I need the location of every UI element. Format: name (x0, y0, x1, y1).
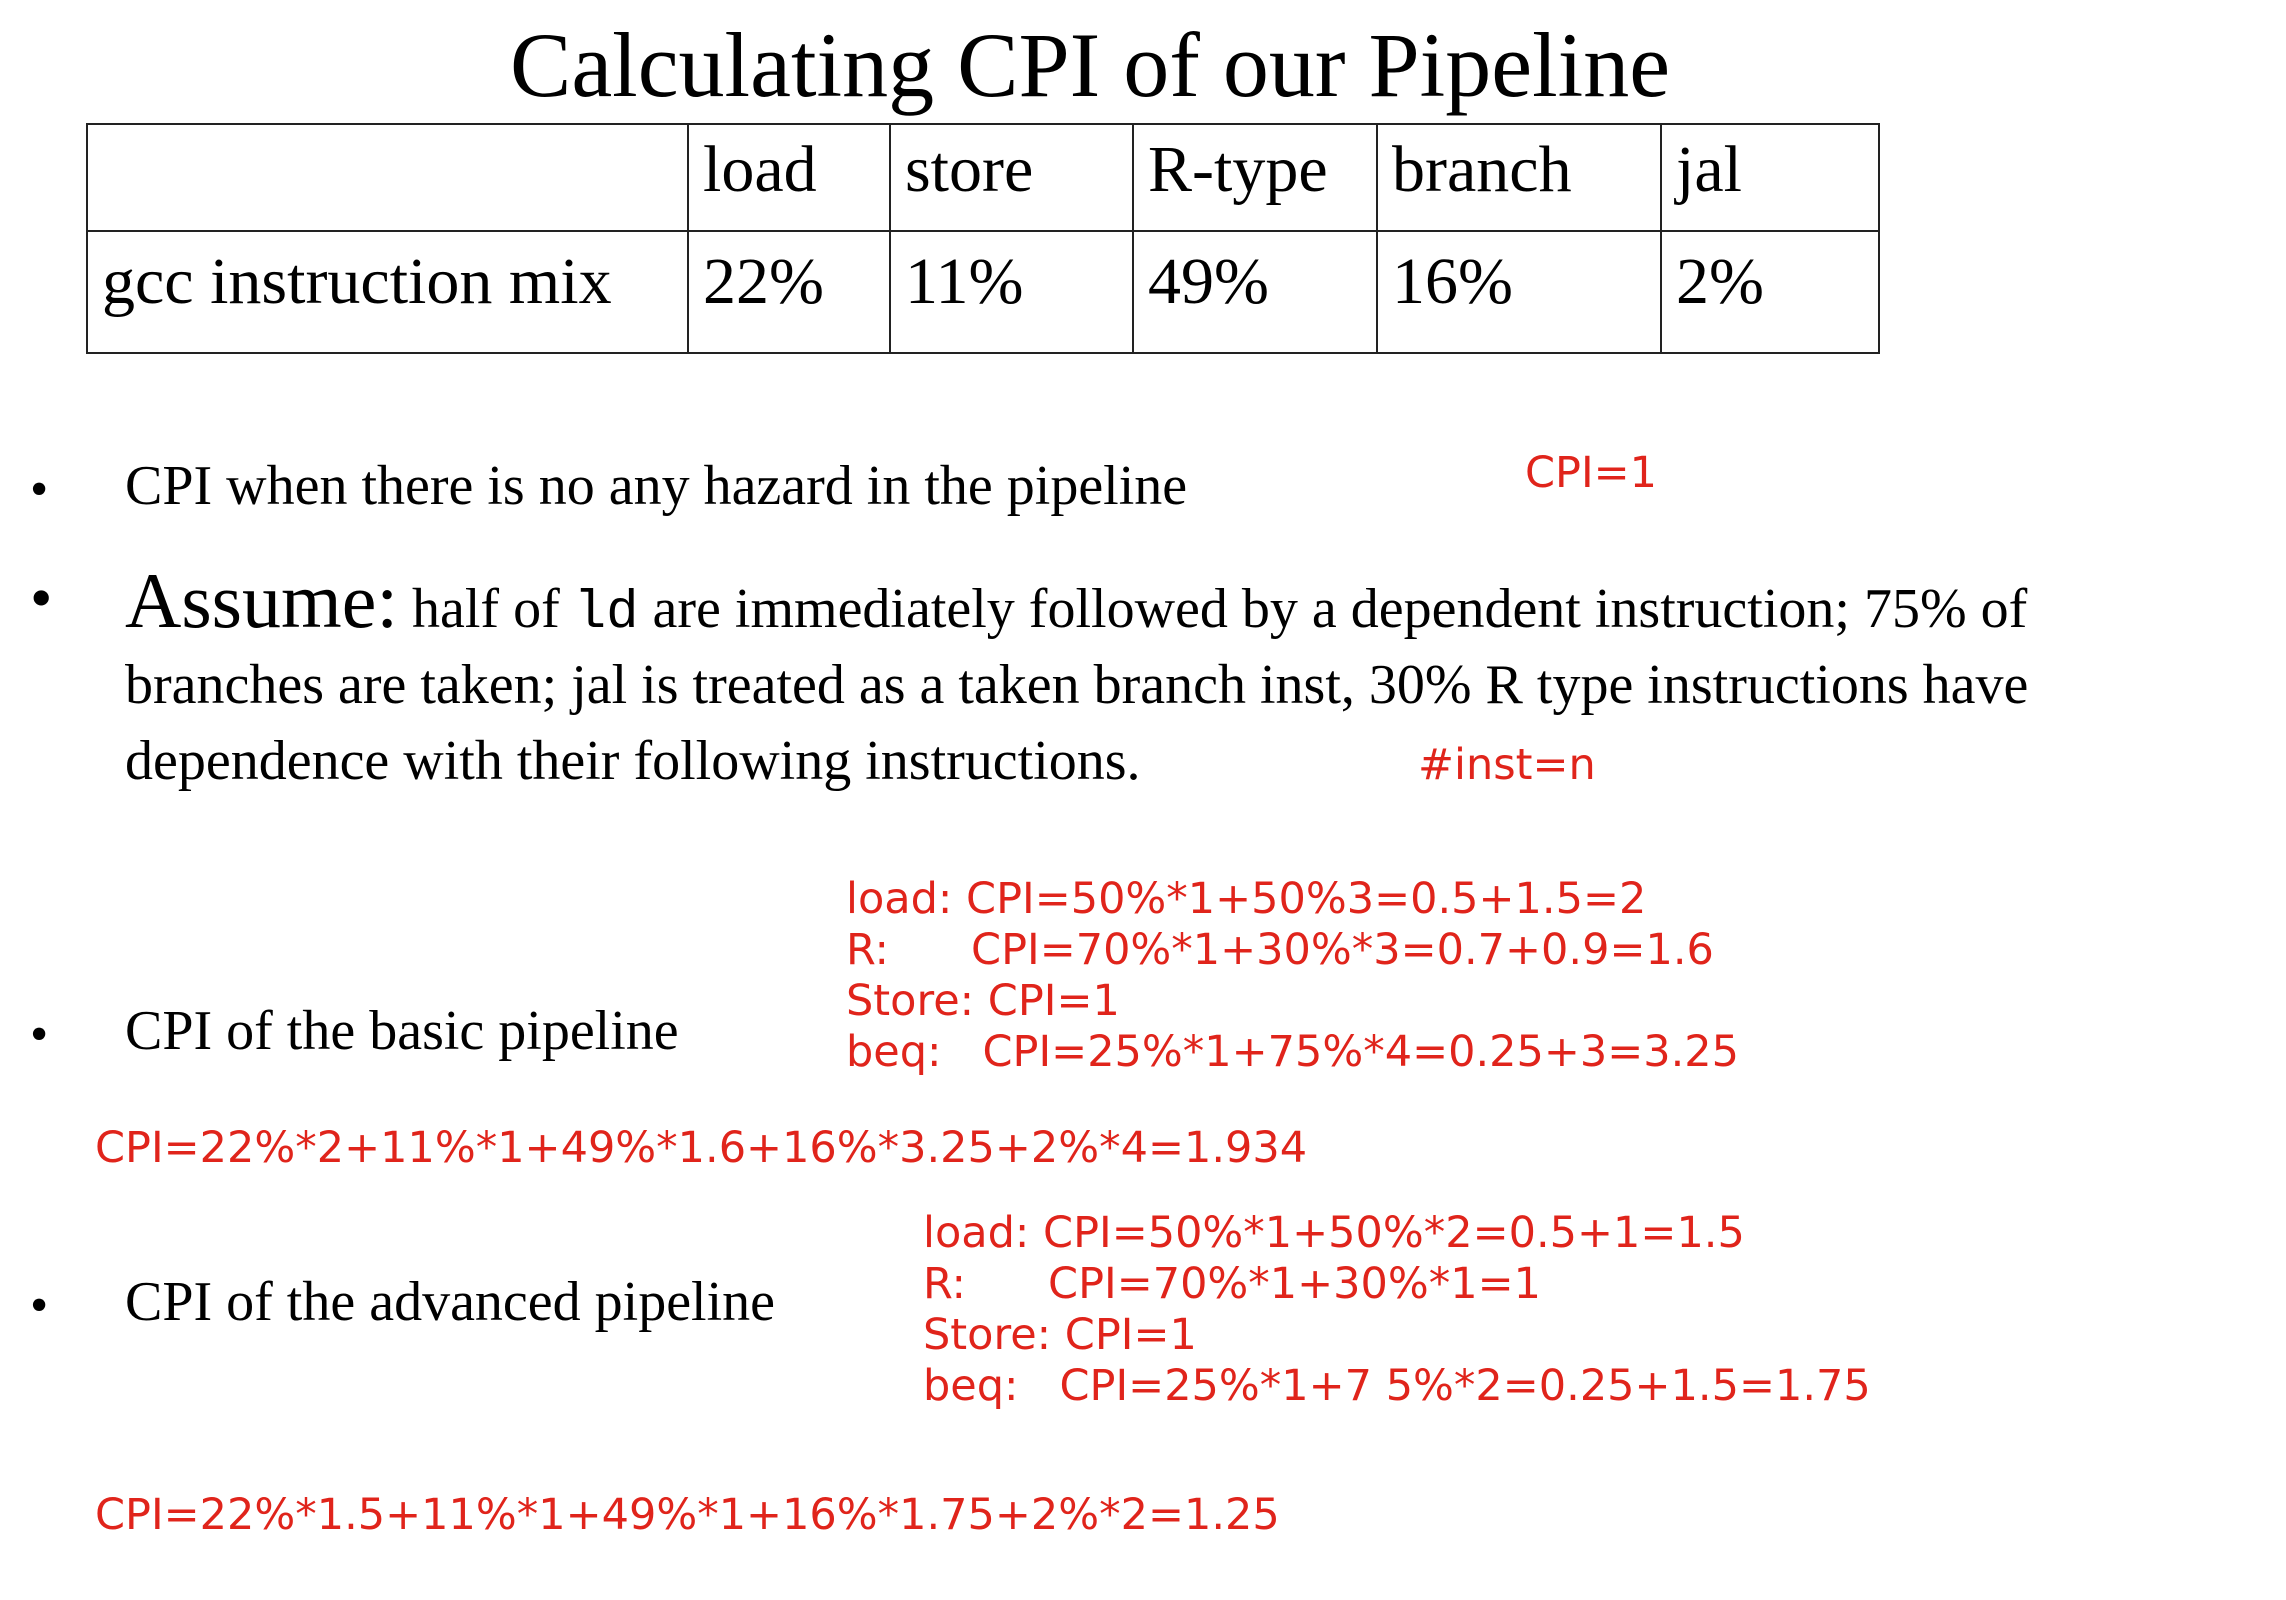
bullet-no-hazard: CPI when there is no any hazard in the pipeline (125, 455, 1188, 517)
basic-step-store: Store: CPI=1 (846, 976, 1120, 1026)
bullet-assume (125, 556, 2027, 659)
assume-code: ld (573, 583, 639, 644)
table-header-cell (87, 124, 688, 231)
advanced-step-load: load: CPI=50%*1+50%*2=0.5+1=1.5 (923, 1208, 1745, 1258)
table-cell: 16% (1377, 231, 1661, 353)
bullet-basic-pipeline: CPI of the basic pipeline (125, 1000, 679, 1062)
cpi-no-hazard-annotation: CPI=1 (1525, 448, 1658, 498)
assume-line-3: dependence with their following instructions. (125, 730, 1141, 792)
slide-title: Calculating CPI of our Pipeline (509, 14, 1671, 116)
basic-step-beq: beq: CPI=25%*1+75%*4=0.25+3=3.25 (846, 1027, 1740, 1077)
assume-text-pre: half of (398, 578, 574, 640)
advanced-step-store: Store: CPI=1 (923, 1310, 1197, 1360)
table-header-row (87, 124, 1879, 231)
table-cell: 2% (1661, 231, 1879, 353)
bullet-dot-icon: • (30, 461, 49, 518)
table-header-cell: R-type (1133, 124, 1377, 231)
table-row (87, 231, 1879, 353)
bullet-dot-icon: • (30, 1006, 49, 1063)
table-row-label: gcc instruction mix (87, 231, 688, 353)
advanced-step-beq: beq: CPI=25%*1+7 5%*2=0.25+1.5=1.75 (923, 1361, 1871, 1411)
inst-count-annotation: #inst=n (1418, 740, 1596, 790)
table-header-cell: store (890, 124, 1133, 231)
bullet-advanced-pipeline: CPI of the advanced pipeline (125, 1271, 776, 1333)
bullet-dot-icon: • (30, 562, 53, 633)
table-cell: 49% (1133, 231, 1377, 353)
basic-total-annotation: CPI=22%*2+11%*1+49%*1.6+16%*3.25+2%*4=1.934 (95, 1123, 1308, 1173)
table-header-cell: branch (1377, 124, 1661, 231)
instruction-mix-table (86, 123, 1880, 354)
table-header-cell: load (688, 124, 890, 231)
table-cell: 11% (890, 231, 1133, 353)
basic-step-load: load: CPI=50%*1+50%3=0.5+1.5=2 (846, 874, 1647, 924)
assume-text-post: are immediately followed by a dependent instruction; 75% of (638, 578, 2028, 640)
basic-step-r: R: CPI=70%*1+30%*3=0.7+0.9=1.6 (846, 925, 1714, 975)
table-header-cell: jal (1661, 124, 1879, 231)
assume-word: Assume: (125, 557, 398, 644)
advanced-total-annotation: CPI=22%*1.5+11%*1+49%*1+16%*1.75+2%*2=1.25 (95, 1490, 1280, 1540)
assume-line-2: branches are taken; jal is treated as a taken branch inst, 30% R type instructions have (125, 654, 2029, 716)
table-cell: 22% (688, 231, 890, 353)
bullet-dot-icon: • (30, 1277, 49, 1334)
advanced-step-r: R: CPI=70%*1+30%*1=1 (923, 1259, 1541, 1309)
